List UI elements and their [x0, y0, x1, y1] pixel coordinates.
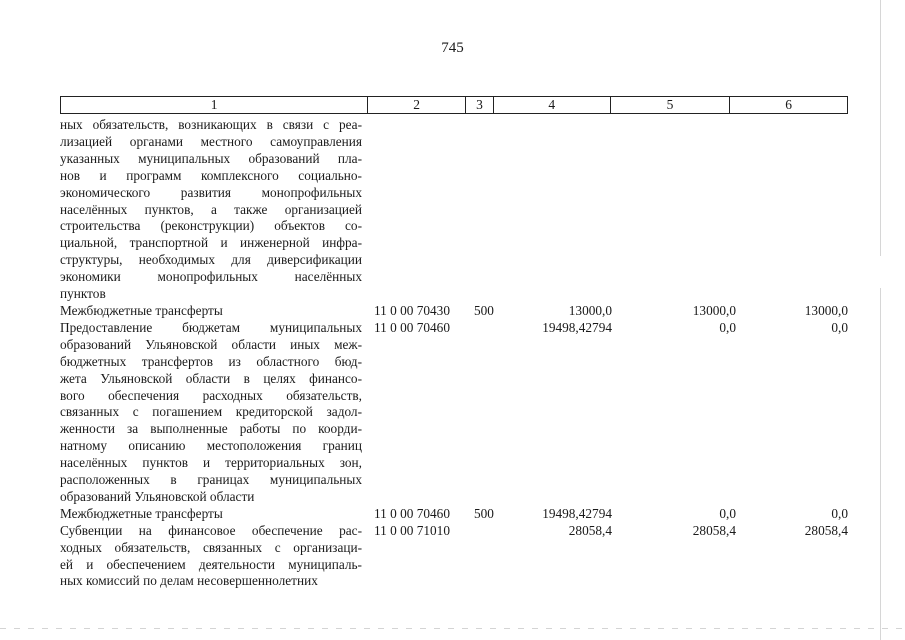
page-edge-line [880, 0, 881, 640]
row-value-4: 13000,0 [568, 302, 612, 318]
row-code: 11 0 00 70460 [374, 505, 450, 521]
row-type [474, 523, 508, 591]
row-value-4: 19498,42794 [542, 319, 612, 335]
page-bottom-line [0, 628, 905, 629]
row-type: 500 [474, 302, 494, 318]
description-line: женности за выполненные работы по коорди- [60, 421, 362, 437]
description-line: натному описанию местоположения границ [60, 438, 362, 454]
row-value-4 [508, 117, 612, 303]
description-line: образований Ульяновской области иных меж- [60, 336, 362, 352]
header-col-1: 1 [61, 97, 368, 113]
row-description [60, 320, 362, 506]
description-line: населённых пунктов, а также организацией [60, 201, 362, 217]
description-line: ей и обеспечением деятельности муниципаль- [60, 556, 362, 572]
description-line: связанных с погашением кредиторской задол- [60, 404, 362, 420]
row-code: 11 0 00 71010 [374, 522, 450, 538]
description-line: экономики монопрофильных населённых [60, 269, 362, 285]
header-col-2: 2 [368, 97, 466, 113]
row-value-5 [612, 117, 736, 303]
table-row [60, 303, 848, 320]
description-line: указанных муниципальных образований пла- [60, 150, 362, 166]
table-row [60, 506, 848, 523]
row-value-4: 28058,4 [568, 522, 612, 538]
row-description [60, 523, 362, 591]
table-body [60, 117, 848, 590]
description-line: Межбюджетные трансферты [60, 505, 223, 521]
description-line: расположенных в границах муниципальных [60, 472, 362, 488]
row-type [474, 320, 508, 506]
row-value-5: 13000,0 [692, 302, 736, 318]
description-line: ных обязательств, возникающих в связи с реа- [60, 117, 362, 132]
description-line: Межбюджетные трансферты [60, 302, 223, 318]
header-col-3: 3 [466, 97, 494, 113]
description-line: экономического развития монопрофильных [60, 184, 362, 200]
header-col-6: 6 [785, 97, 793, 112]
row-value-6: 0,0 [831, 505, 848, 521]
description-line: населённых пунктов и территориальных зон, [60, 455, 362, 471]
description-line: Предоставление бюджетам муниципальных [60, 319, 362, 335]
table-header [60, 96, 848, 114]
table-row [60, 523, 848, 591]
description-line: ходных обязательств, связанных с организаци- [60, 539, 362, 555]
description-line: структуры, необходимых для диверсификации [60, 252, 362, 268]
row-code [362, 117, 474, 303]
row-value-6: 28058,4 [804, 522, 848, 538]
row-description [60, 303, 362, 320]
description-line: циальной, транспортной и инженерной инфра- [60, 235, 362, 251]
description-line: ных комиссий по делам несовершеннолетних [60, 573, 318, 589]
row-description [60, 117, 362, 303]
description-line: жета Ульяновской области в целях финансо- [60, 370, 362, 386]
description-line: Субвенции на финансовое обеспечение рас- [60, 522, 362, 538]
row-value-5: 0,0 [719, 505, 736, 521]
table-row [60, 320, 848, 506]
description-line: пунктов [60, 286, 106, 302]
table-row [60, 117, 848, 303]
description-line: нов и программ комплексного социально- [60, 167, 362, 183]
row-type: 500 [474, 505, 494, 521]
description-line: образований Ульяновской области [60, 488, 255, 504]
row-code: 11 0 00 70430 [374, 302, 450, 318]
row-value-6: 13000,0 [804, 302, 848, 318]
header-col-4: 4 [494, 97, 611, 113]
row-description [60, 506, 362, 523]
description-line: лизацией органами местного самоуправления [60, 133, 362, 149]
row-value-6: 0,0 [831, 319, 848, 335]
row-value-4: 19498,42794 [542, 505, 612, 521]
row-value-5: 28058,4 [692, 522, 736, 538]
description-line: строительства (реконструкции) объектов со- [60, 218, 362, 234]
row-value-5: 0,0 [719, 319, 736, 335]
row-code: 11 0 00 70460 [374, 319, 450, 335]
header-col-5: 5 [611, 97, 731, 113]
row-value-6 [736, 117, 848, 303]
description-line: бюджетных трансфертов из областного бюд- [60, 353, 362, 369]
description-line: вого обеспечения расходных обязательств, [60, 387, 362, 403]
page-number: 745 [441, 40, 464, 56]
row-type [474, 117, 508, 303]
